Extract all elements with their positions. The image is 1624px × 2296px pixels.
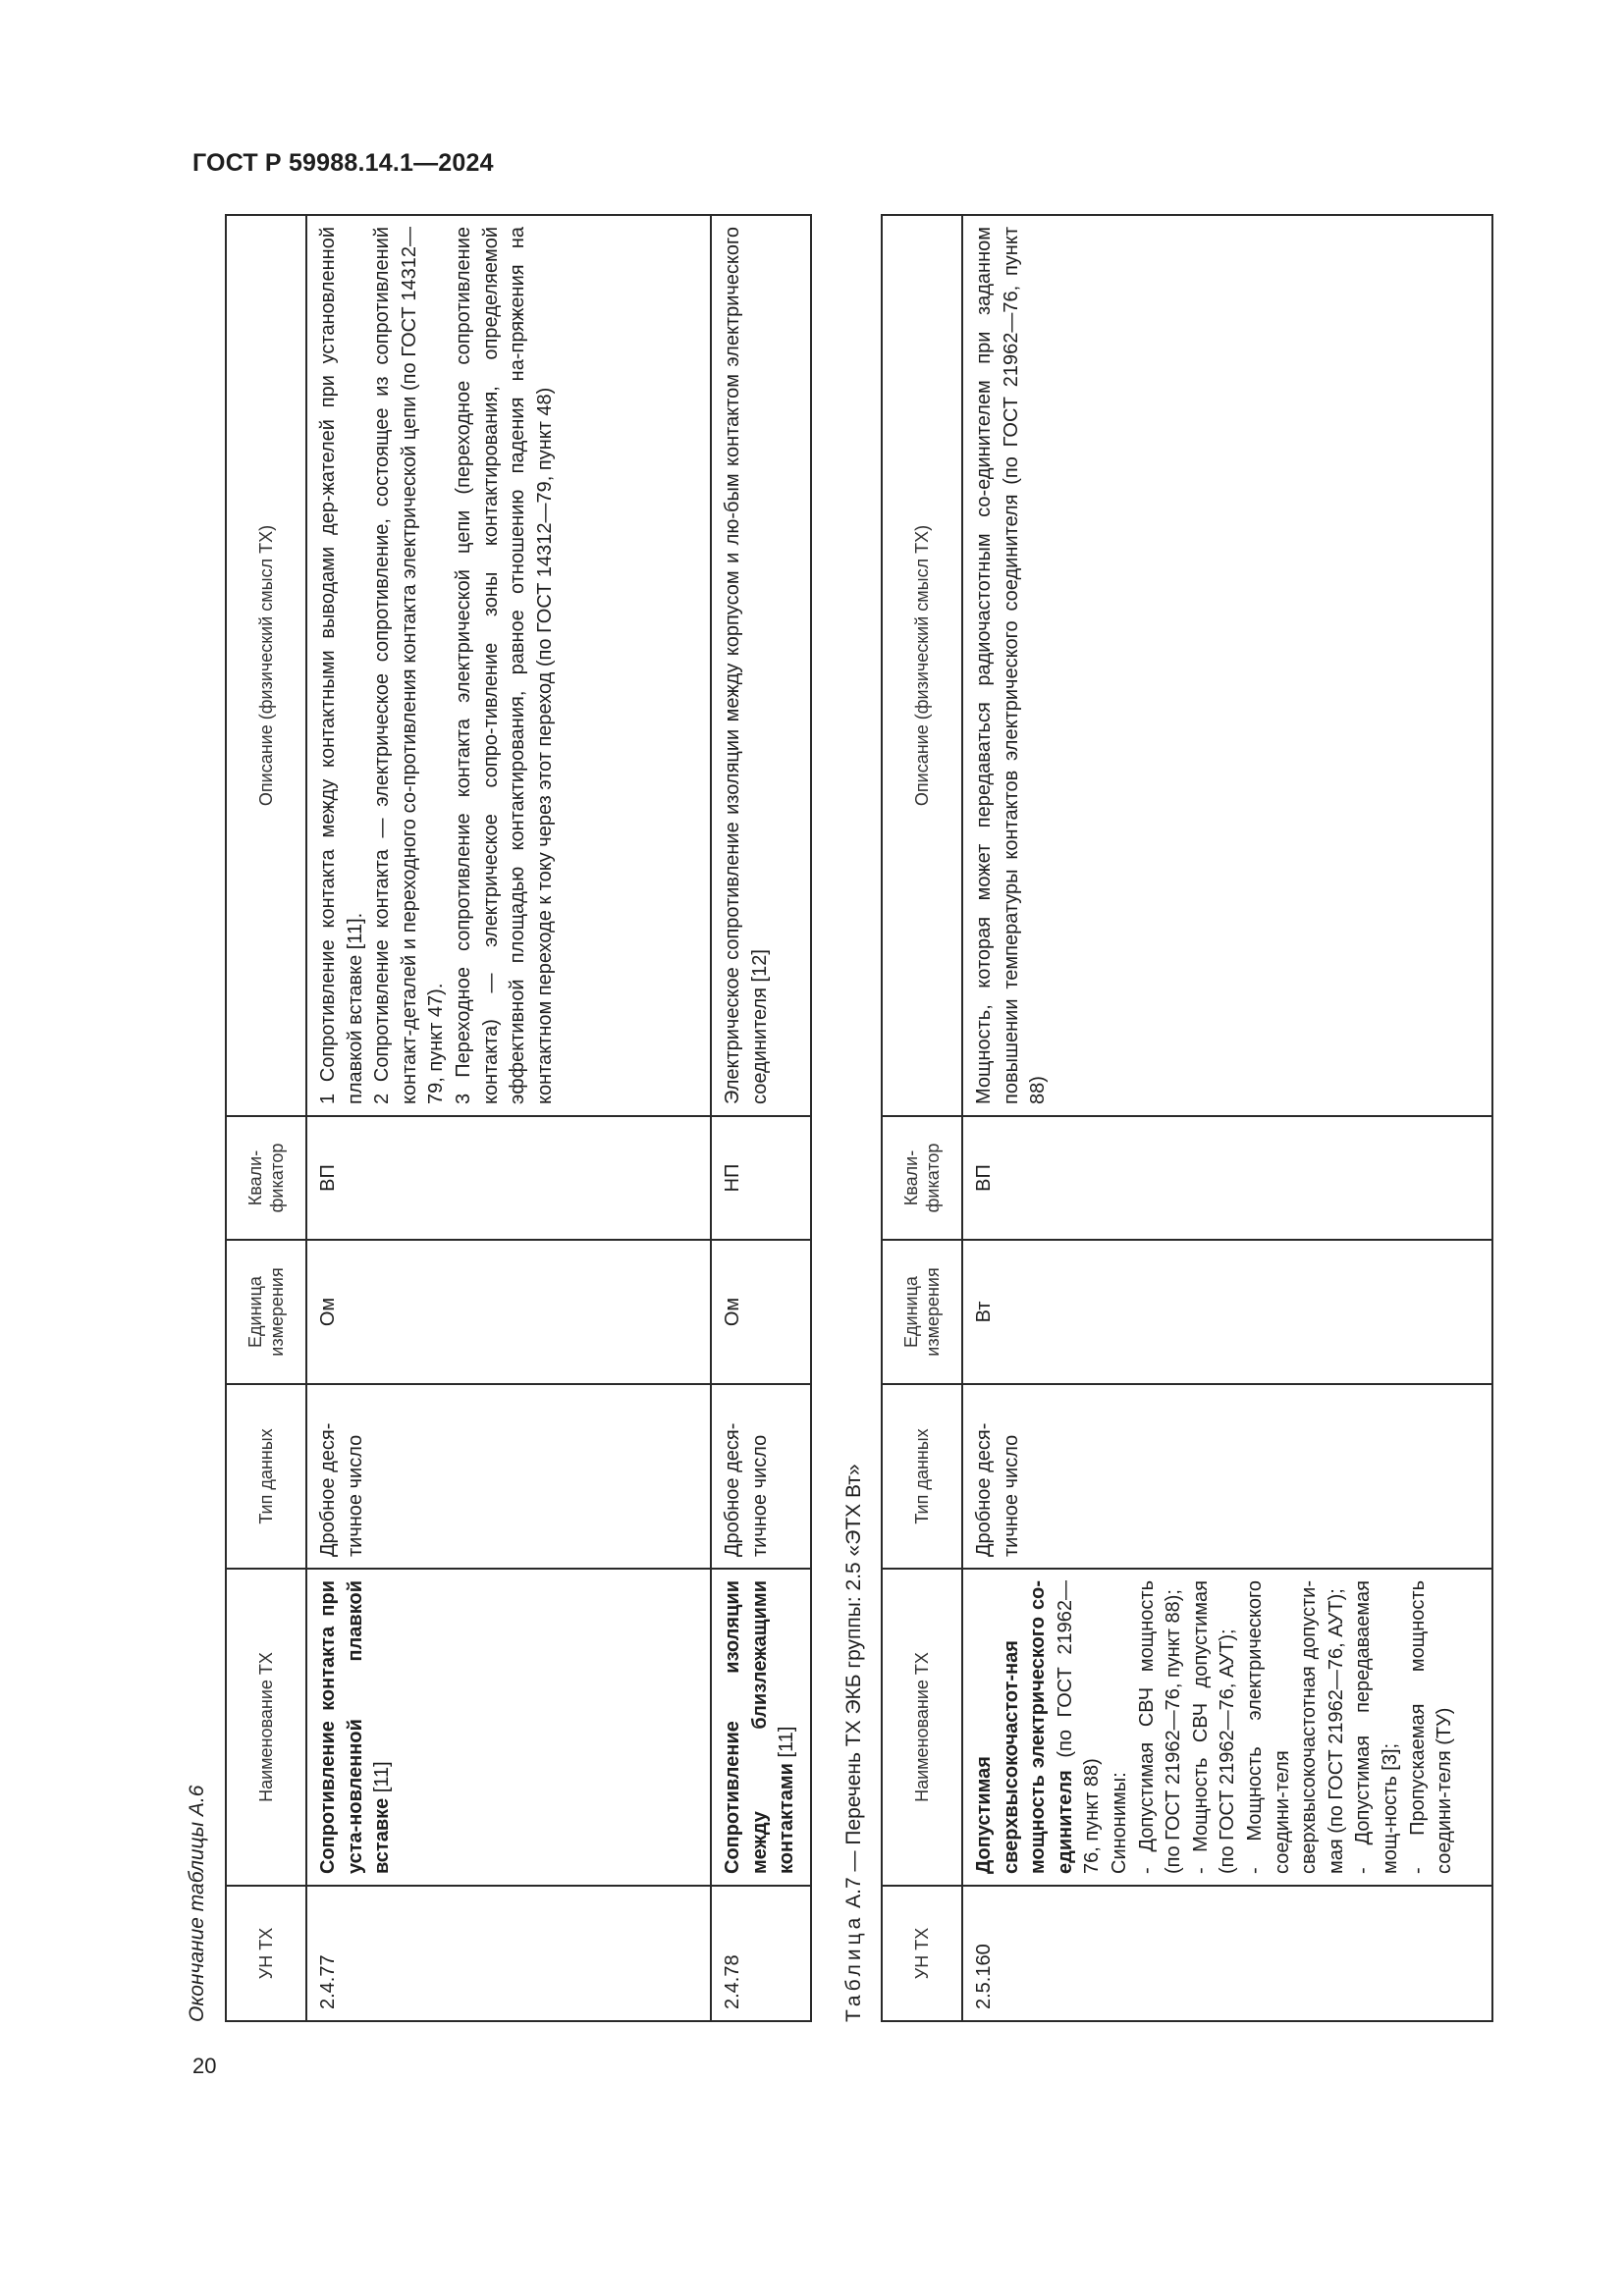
name-bold: Сопротивление изоляции между близлежащими контактами (722, 1580, 798, 1874)
header-name: Наименование ТХ (226, 1569, 306, 1886)
name-ref: [11] (371, 1761, 394, 1798)
header-unit: Единица измерения (226, 1240, 306, 1384)
cell-datatype: Дробное деся-тичное число (711, 1384, 811, 1569)
name-bold: Допустимая сверхвысокочастот-ная мощность электрического со-единителя (973, 1580, 1076, 1874)
name-ref: (по ГОСТ 21962—76, пункт 88) (1054, 1580, 1104, 1874)
cell-unit: Вт (962, 1240, 1492, 1384)
header-description: Описание (физический смысл ТХ) (882, 215, 962, 1116)
header-datatype: Тип данных (226, 1384, 306, 1569)
cell-qualifier: НП (711, 1116, 811, 1240)
cell-description (306, 215, 711, 1116)
cell-name (306, 1569, 711, 1886)
cell-description (962, 215, 1492, 1116)
rotated-content (162, 216, 1517, 2022)
header-unit: Единица измерения (882, 1240, 962, 1384)
synonym-item: - Допустимая СВЧ мощность (по ГОСТ 21962—76, пункт 88); (1135, 1580, 1185, 1874)
synonym-item: - Пропускаемая мощность соедини-теля (ТУ) (1406, 1580, 1456, 1874)
table-a7 (881, 214, 1493, 2022)
cell-code: 2.4.77 (306, 1886, 711, 2021)
table-row (711, 215, 811, 2021)
caption-text: А.7 — Перечень ТХ ЭКБ группы: 2.5 «ЭТХ Вт» (842, 1464, 865, 1914)
cell-unit: Ом (306, 1240, 711, 1384)
synonyms-title: Синонимы: (1108, 1772, 1130, 1874)
header-qualifier: Квали-фикатор (882, 1116, 962, 1240)
cell-code: 2.5.160 (962, 1886, 1492, 2021)
name-bold: Сопротивление контакта при уста-новленной плавкой вставке (317, 1580, 394, 1874)
header-qualifier: Квали-фикатор (226, 1116, 306, 1240)
description-line: Мощность, которая может передаваться радиочастотным со-единителем при заданном повышении температуры контактов электрического соединителя (по ГОСТ 21962—76, пункт 88) (973, 227, 1050, 1104)
cell-description (711, 215, 811, 1116)
header-code: УН ТХ (226, 1886, 306, 2021)
header-datatype: Тип данных (882, 1384, 962, 1569)
description-line: 1 Сопротивление контакта между контактными выводами дер-жателей при установленной плавкой вставке [11]. (317, 227, 366, 1104)
description-line: 3 Переходное сопротивление контакта электрической цепи (переходное сопротивление контакта) — электрическое сопро-тивление зоны контактирования, определяемой эффективной площадью контактирования, равное отношению падения на-пряжения на контактном переходе к току через этот переход (по ГОСТ 14312—79, пункт 48) (452, 227, 556, 1104)
header-code: УН ТХ (882, 1886, 962, 2021)
synonym-item: - Мощность электрического соедини-теля сверхвысокочастотная допусти-мая (по ГОСТ 21962—76, АУТ); (1243, 1580, 1347, 1874)
table-a6-caption: Окончание таблицы А.6 (186, 1785, 208, 2022)
caption-prefix: Таблица (842, 1913, 865, 2022)
table-row (306, 215, 711, 2021)
synonym-item: - Мощность СВЧ допустимая (по ГОСТ 21962—76, АУТ); (1189, 1580, 1239, 1874)
header-name: Наименование ТХ (882, 1569, 962, 1886)
cell-name (711, 1569, 811, 1886)
cell-qualifier: ВП (962, 1116, 1492, 1240)
page-number: 20 (192, 2054, 217, 2078)
name-ref: [11] (776, 1726, 798, 1764)
description-line: Электрическое сопротивление изоляции между корпусом и лю-бым контактом электрического соединителя [12] (722, 227, 771, 1104)
cell-name (962, 1569, 1492, 1886)
cell-datatype: Дробное деся-тичное число (962, 1384, 1492, 1569)
document-header: ГОСТ Р 59988.14.1—2024 (192, 149, 494, 177)
cell-datatype: Дробное деся-тичное число (306, 1384, 711, 1569)
cell-unit: Ом (711, 1240, 811, 1384)
cell-code: 2.4.78 (711, 1886, 811, 2021)
table-a6 (225, 214, 812, 2022)
header-description: Описание (физический смысл ТХ) (226, 215, 306, 1116)
table-row (962, 215, 1492, 2021)
cell-qualifier: ВП (306, 1116, 711, 1240)
synonym-item: - Допустимая передаваемая мощ-ность [3]; (1352, 1580, 1401, 1874)
description-line: 2 Сопротивление контакта — электрическое сопротивление, состоящее из сопротивлений контакт-деталей и переходного со-противления контакта электрической цепи (по ГОСТ 14312—79, пункт 47). (371, 227, 448, 1104)
table-a7-caption (842, 1464, 866, 2022)
